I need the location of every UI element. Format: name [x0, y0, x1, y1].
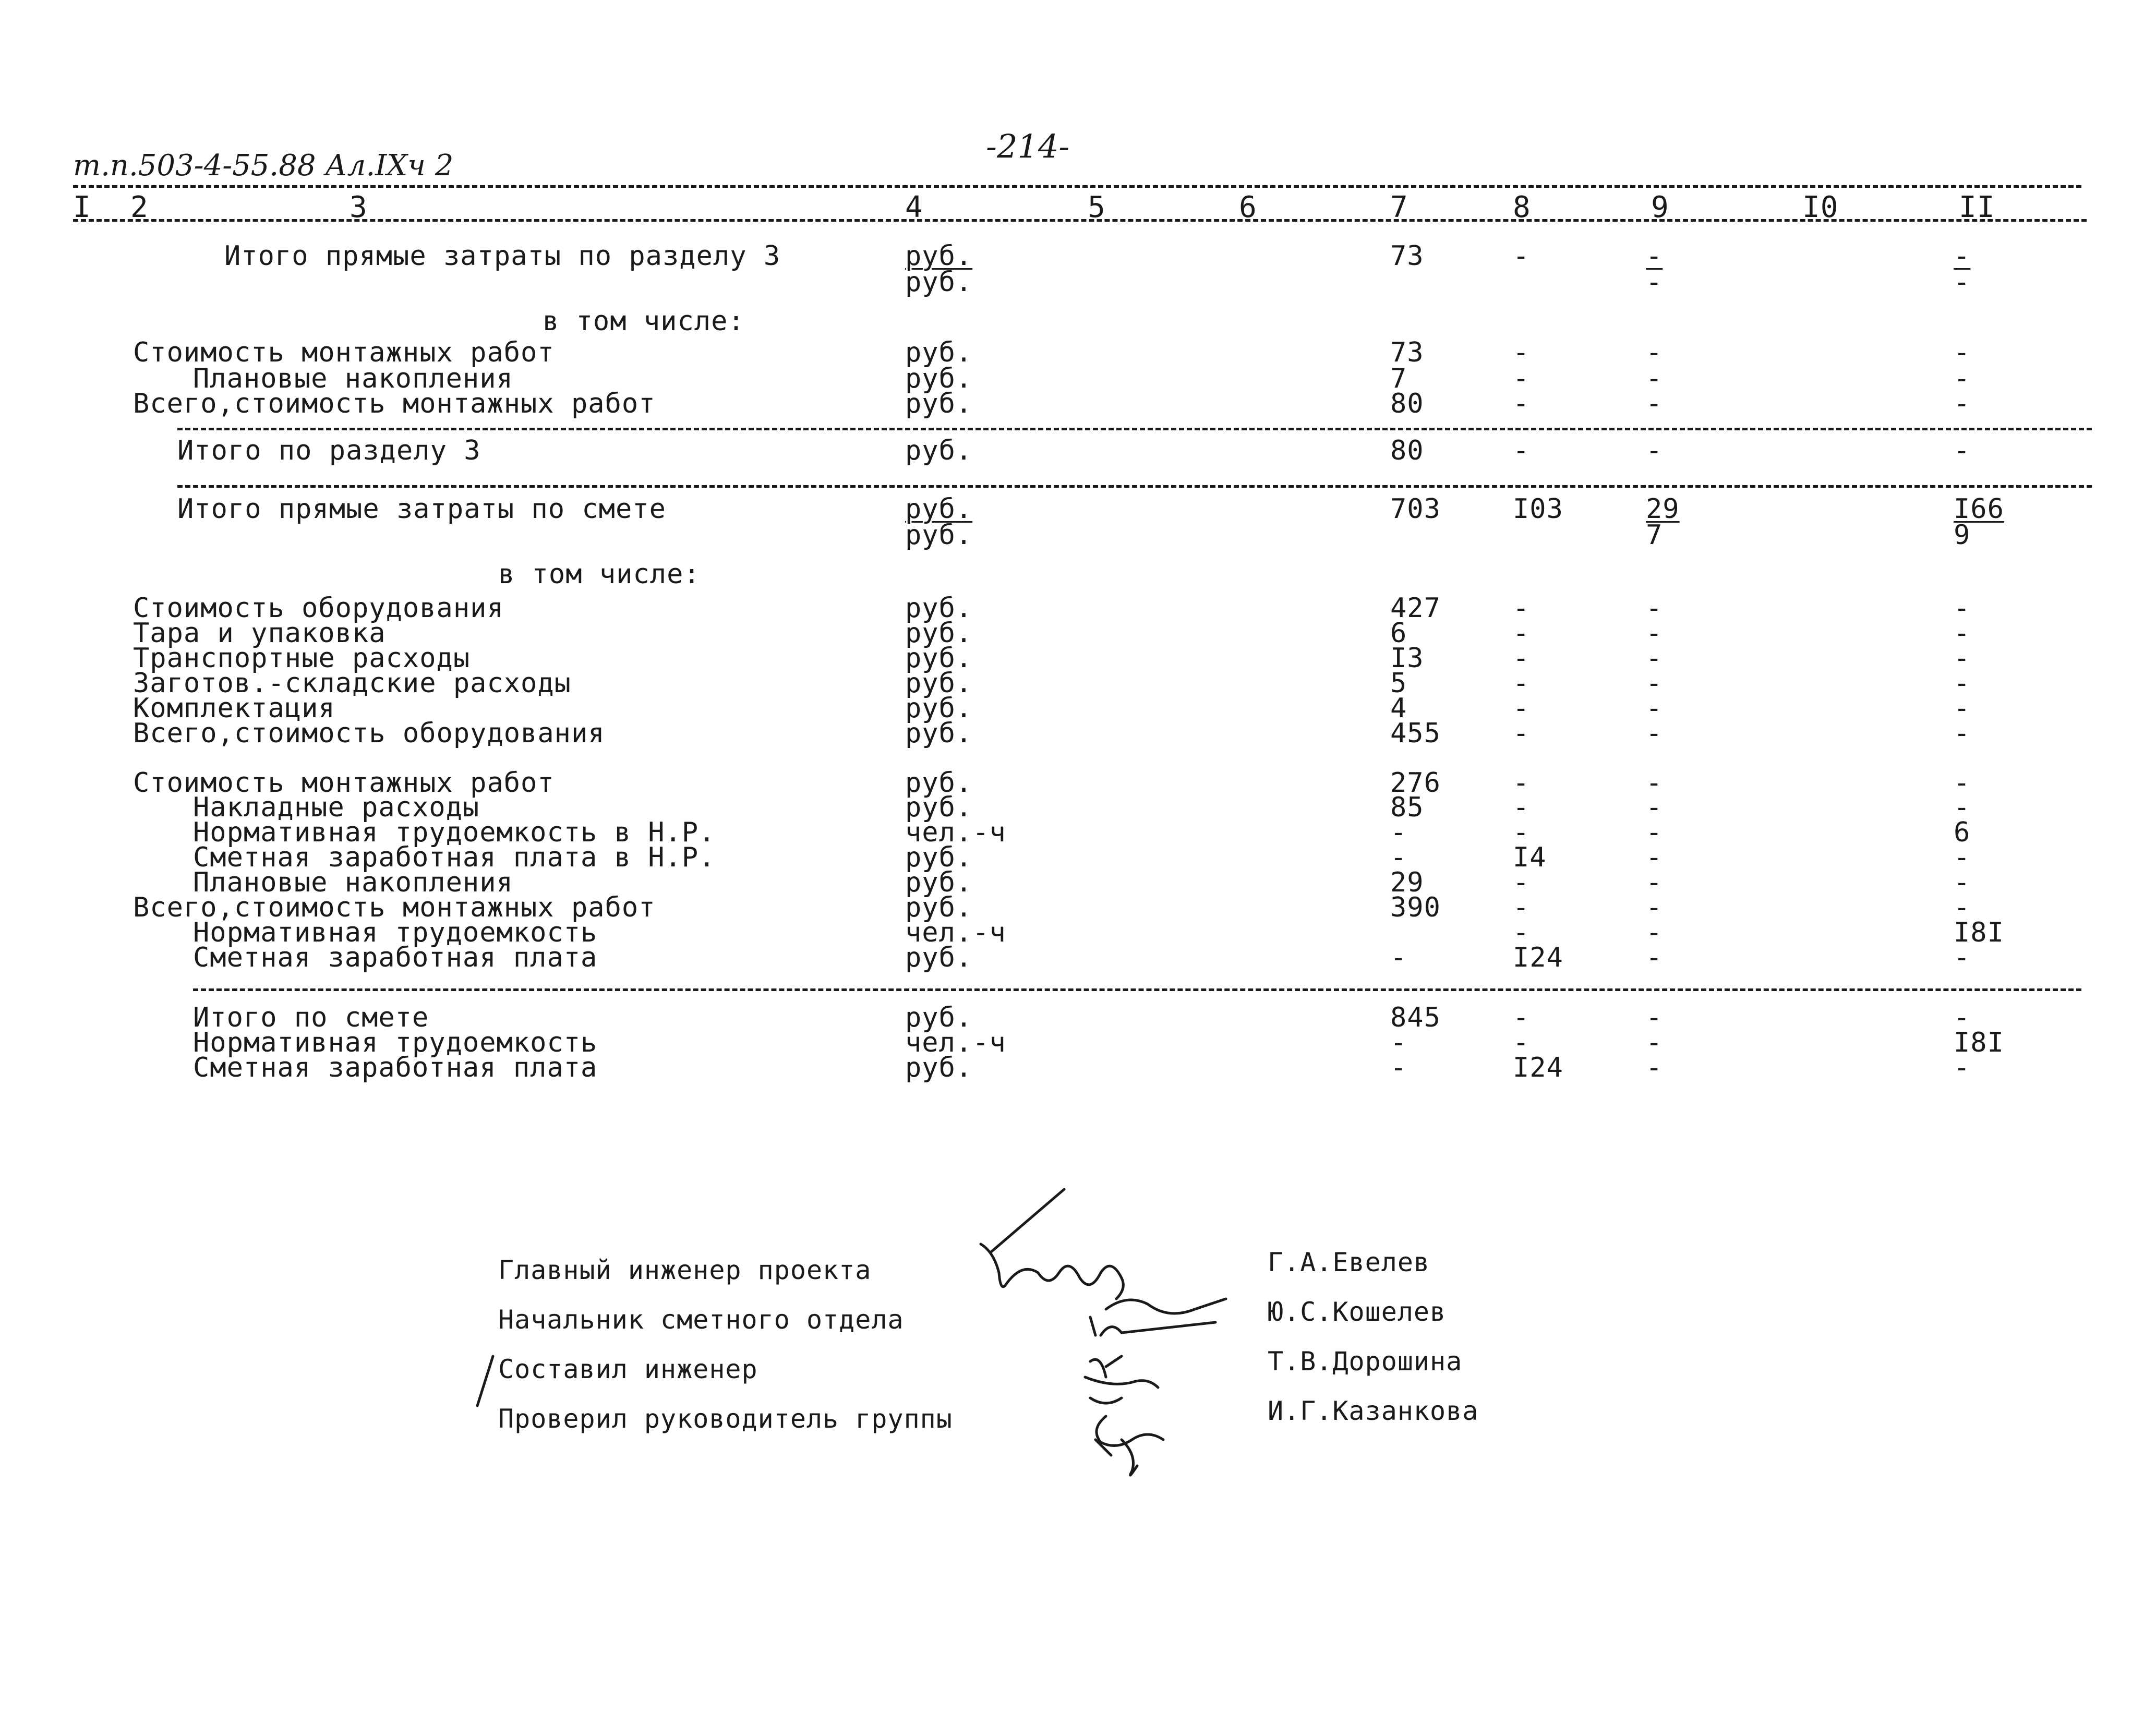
- value-c7: 73: [1390, 337, 1424, 368]
- value-c7: 455: [1390, 718, 1441, 749]
- unit-cell-secondary: руб.: [905, 520, 973, 551]
- dashed-rule: [177, 485, 2092, 488]
- value-c8: I24: [1513, 942, 1563, 973]
- value-c9: -: [1646, 1052, 1663, 1083]
- value-c8: -: [1513, 618, 1530, 649]
- value-c11: -: [1954, 337, 1971, 368]
- value-c7: -: [1390, 842, 1407, 873]
- value-c7: 703: [1390, 493, 1441, 525]
- column-number-1: I: [73, 190, 91, 224]
- value-c8: -: [1513, 388, 1530, 419]
- row-label: Плановые накопления: [193, 867, 513, 898]
- value-c11: -: [1954, 892, 1971, 923]
- value-c9: -: [1646, 892, 1663, 923]
- row-label: Транспортные расходы: [133, 643, 471, 674]
- value-c8: -: [1513, 1027, 1530, 1058]
- value-c8: -: [1513, 1002, 1530, 1033]
- unit-cell: руб.: [905, 388, 973, 419]
- row-label: Всего,стоимость оборудования: [133, 718, 605, 749]
- row-label: Плановые накопления: [193, 363, 513, 394]
- value-c11: -: [1954, 643, 1971, 674]
- value-c8: -: [1513, 792, 1530, 823]
- unit-cell: руб.: [905, 767, 973, 799]
- value-c9: -: [1646, 718, 1663, 749]
- row-label: Всего,стоимость монтажных работ: [133, 892, 656, 923]
- page-number: -214-: [986, 127, 1070, 165]
- value-c9: -: [1646, 867, 1663, 898]
- row-label: Стоимость монтажных работ: [133, 767, 555, 799]
- value-c11: -: [1954, 593, 1971, 624]
- value-c11: -: [1954, 1052, 1971, 1083]
- row-label: Итого прямые затраты по смете: [177, 493, 666, 525]
- unit-cell: руб.: [905, 892, 973, 923]
- column-number-2: 2: [130, 190, 149, 224]
- column-number-3: 3: [350, 190, 368, 224]
- unit-cell: руб.: [905, 718, 973, 749]
- row-label: Сметная заработная плата в Н.Р.: [193, 842, 716, 873]
- value-c7: 80: [1390, 388, 1424, 419]
- unit-cell: руб.: [905, 867, 973, 898]
- unit-cell: руб.: [905, 337, 973, 368]
- column-number-10: I0: [1802, 190, 1839, 224]
- value-c9: -: [1646, 1027, 1663, 1058]
- unit-cell: чел.-ч: [905, 917, 1006, 948]
- unit-cell: руб.: [905, 942, 973, 973]
- value-c11: -: [1954, 792, 1971, 823]
- signature-name: И.Г.Казанкова: [1268, 1396, 1479, 1426]
- value-c7: -: [1390, 1027, 1407, 1058]
- unit-cell: чел.-ч: [905, 1027, 1006, 1058]
- value-c8: -: [1513, 240, 1530, 272]
- value-c9: -: [1646, 593, 1663, 624]
- signature-role: Проверил руководитель группы: [498, 1404, 953, 1434]
- column-number-6: 6: [1239, 190, 1257, 224]
- column-number-5: 5: [1088, 190, 1106, 224]
- value-c7: I3: [1390, 643, 1424, 674]
- value-c9: -: [1646, 942, 1663, 973]
- unit-cell: руб.: [905, 668, 973, 699]
- dashed-rule: [177, 428, 2092, 430]
- dashed-rule: [73, 219, 2087, 222]
- row-label: в том числе:: [498, 559, 701, 590]
- unit-cell: руб.: [905, 593, 973, 624]
- row-label: Стоимость оборудования: [133, 593, 504, 624]
- value-c8: -: [1513, 867, 1530, 898]
- value-c9: -: [1646, 1002, 1663, 1033]
- value-c7: 390: [1390, 892, 1441, 923]
- column-number-8: 8: [1513, 190, 1531, 224]
- value-c8: -: [1513, 363, 1530, 394]
- value-c7: -: [1390, 942, 1407, 973]
- dashed-rule: [73, 185, 2081, 188]
- row-label: Итого прямые затраты по разделу 3: [224, 240, 781, 272]
- value-c9: -: [1646, 792, 1663, 823]
- row-label: Комплектация: [133, 693, 335, 724]
- row-label: Тара и упаковка: [133, 618, 386, 649]
- value-c8: -: [1513, 435, 1530, 466]
- value-c11: -: [1954, 942, 1971, 973]
- row-label: Накладные расходы: [193, 792, 480, 823]
- unit-cell: руб.: [905, 1052, 973, 1083]
- row-label: Заготов.-складские расходы: [133, 668, 571, 699]
- value-c8: -: [1513, 693, 1530, 724]
- value-c8: -: [1513, 643, 1530, 674]
- value-c9-denominator: 7: [1646, 520, 1663, 551]
- value-c11: -: [1954, 363, 1971, 394]
- value-c7: 845: [1390, 1002, 1441, 1033]
- column-number-11: II: [1959, 190, 1995, 224]
- value-c11: -: [1954, 718, 1971, 749]
- value-c7: 6: [1390, 618, 1407, 649]
- unit-cell: руб.: [905, 842, 973, 873]
- row-label: Нормативная трудоемкость в Н.Р.: [193, 817, 716, 848]
- column-number-7: 7: [1390, 190, 1408, 224]
- value-c11: -: [1954, 618, 1971, 649]
- column-number-4: 4: [905, 190, 923, 224]
- signature-role: Главный инженер проекта: [498, 1255, 872, 1285]
- value-c11: -: [1954, 240, 1971, 272]
- value-c11: I66: [1954, 493, 2004, 525]
- row-label: Всего,стоимость монтажных работ: [133, 388, 656, 419]
- row-label: Сметная заработная плата: [193, 1052, 598, 1083]
- row-label: Итого по смете: [193, 1002, 429, 1033]
- value-c9: -: [1646, 435, 1663, 466]
- value-c8: I4: [1513, 842, 1547, 873]
- row-label: Стоимость монтажных работ: [133, 337, 555, 368]
- value-c7: 7: [1390, 363, 1407, 394]
- value-c9: -: [1646, 337, 1663, 368]
- value-c7: 80: [1390, 435, 1424, 466]
- unit-cell: руб.: [905, 643, 973, 674]
- value-c11: -: [1954, 668, 1971, 699]
- unit-cell: руб.: [905, 493, 973, 525]
- value-c9: -: [1646, 817, 1663, 848]
- value-c8: I03: [1513, 493, 1563, 525]
- unit-cell: руб.: [905, 618, 973, 649]
- unit-cell: руб.: [905, 435, 973, 466]
- row-label: Итого по разделу 3: [177, 435, 481, 466]
- row-label: в том числе:: [543, 306, 745, 337]
- value-c8: I24: [1513, 1052, 1563, 1083]
- value-c11-denominator: 9: [1954, 520, 1971, 551]
- value-c9: -: [1646, 842, 1663, 873]
- value-c9: -: [1646, 668, 1663, 699]
- row-label: Нормативная трудоемкость: [193, 917, 598, 948]
- value-c7: 5: [1390, 668, 1407, 699]
- value-c9: -: [1646, 693, 1663, 724]
- dashed-rule: [193, 988, 2081, 991]
- signature-name: Т.В.Дорошина: [1268, 1346, 1463, 1377]
- value-c9: -: [1646, 388, 1663, 419]
- value-c11: -: [1954, 435, 1971, 466]
- value-c8: -: [1513, 668, 1530, 699]
- value-c7: 276: [1390, 767, 1441, 799]
- value-c11: -: [1954, 767, 1971, 799]
- value-c8: -: [1513, 593, 1530, 624]
- value-c8: -: [1513, 817, 1530, 848]
- value-c9: -: [1646, 643, 1663, 674]
- value-c11: -: [1954, 388, 1971, 419]
- value-c9: -: [1646, 917, 1663, 948]
- unit-cell: руб.: [905, 363, 973, 394]
- value-c9: -: [1646, 363, 1663, 394]
- value-c11-denominator: -: [1954, 267, 1971, 298]
- row-label: Сметная заработная плата: [193, 942, 598, 973]
- signature-role: Начальник сметного отдела: [498, 1305, 904, 1335]
- value-c8: -: [1513, 718, 1530, 749]
- signature-name: Г.А.Евелев: [1268, 1247, 1430, 1277]
- value-c7: 73: [1390, 240, 1424, 272]
- value-c11: -: [1954, 867, 1971, 898]
- value-c11: I8I: [1954, 917, 2004, 948]
- value-c9-denominator: -: [1646, 267, 1663, 298]
- unit-cell-secondary: руб.: [905, 267, 973, 298]
- value-c11: -: [1954, 842, 1971, 873]
- value-c11: -: [1954, 693, 1971, 724]
- value-c7: 29: [1390, 867, 1424, 898]
- value-c11: 6: [1954, 817, 1971, 848]
- unit-cell: руб.: [905, 240, 973, 272]
- unit-cell: руб.: [905, 693, 973, 724]
- unit-cell: руб.: [905, 792, 973, 823]
- value-c9: -: [1646, 618, 1663, 649]
- value-c9: 29: [1646, 493, 1680, 525]
- value-c7: 85: [1390, 792, 1424, 823]
- signature-name: Ю.С.Кошелев: [1268, 1297, 1447, 1327]
- signature-role: Составил инженер: [498, 1354, 758, 1384]
- unit-cell: руб.: [905, 1002, 973, 1033]
- value-c11: I8I: [1954, 1027, 2004, 1058]
- unit-cell: чел.-ч: [905, 817, 1006, 848]
- value-c8: -: [1513, 917, 1530, 948]
- column-number-9: 9: [1651, 190, 1669, 224]
- value-c7: -: [1390, 817, 1407, 848]
- document-reference: т.п.503-4-55.88 Ал.IХч 2: [73, 149, 454, 183]
- value-c8: -: [1513, 767, 1530, 799]
- value-c11: -: [1954, 1002, 1971, 1033]
- value-c7: -: [1390, 1052, 1407, 1083]
- row-label: Нормативная трудоемкость: [193, 1027, 598, 1058]
- value-c9: -: [1646, 767, 1663, 799]
- value-c9: -: [1646, 240, 1663, 272]
- value-c7: 4: [1390, 693, 1407, 724]
- value-c8: -: [1513, 892, 1530, 923]
- value-c7: 427: [1390, 593, 1441, 624]
- value-c8: -: [1513, 337, 1530, 368]
